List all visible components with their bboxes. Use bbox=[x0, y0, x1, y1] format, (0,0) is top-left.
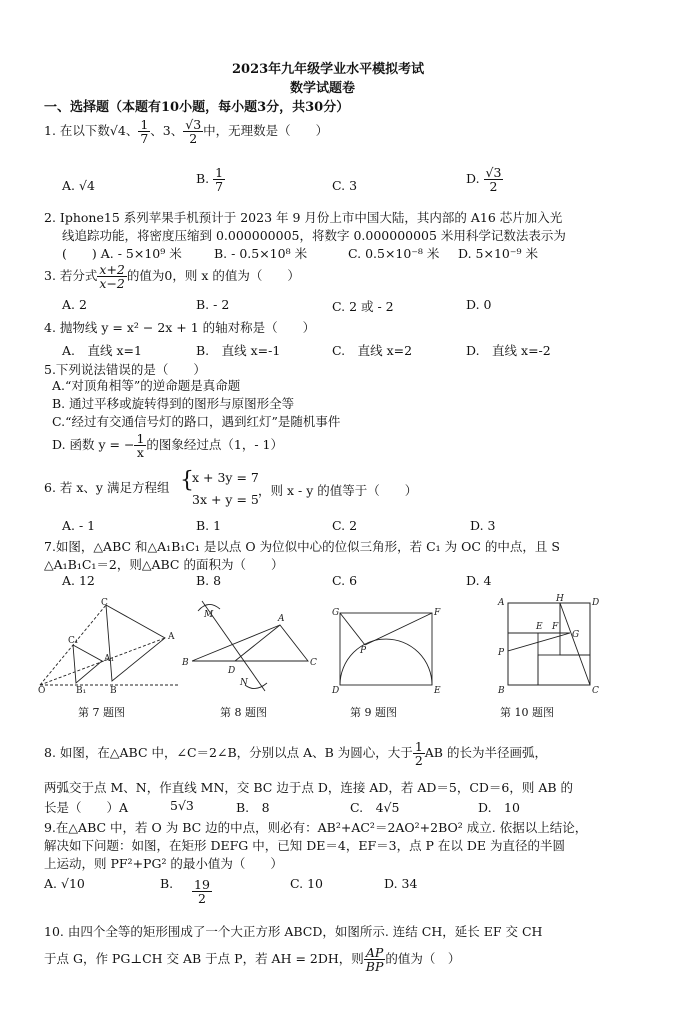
fig9-label-d: D bbox=[332, 686, 340, 696]
question-3: 3. 若分式 $\frac{x+2}{x-2}$ 的值为0，则 x 的值为（ ） bbox=[44, 262, 300, 292]
figure-7 bbox=[40, 605, 180, 685]
q1-option-a: A. √4 bbox=[62, 178, 95, 193]
q5-option-a: A.“对顶角相等”的逆命题是真命题 bbox=[52, 378, 241, 393]
q7-option-b: B. 8 bbox=[196, 573, 222, 588]
exam-title: 2023年九年级学业水平模拟考试 bbox=[232, 62, 425, 77]
q8-option-d: D. 10 bbox=[478, 800, 520, 815]
sqrt4-term: √4 bbox=[109, 123, 126, 139]
q1-option-c: C. 3 bbox=[332, 178, 358, 193]
question-2-line2: 线追踪功能，将密度压缩到 0.000000005，将数字 0.000000005 米用科学记数法表示为 bbox=[62, 228, 566, 243]
question-9-line2: 解决如下问题：如图，在矩形 DEFG 中，已知 DE＝4，EF＝3，点 P 在以 DE 为直径的半圆 bbox=[44, 838, 566, 853]
caption-fig9: 第 9 题图 bbox=[350, 706, 397, 719]
q9-option-b-fraction: $\frac{19}{2}$ bbox=[194, 877, 210, 907]
fig9-label-e: E bbox=[434, 686, 441, 696]
question-8-line2: 两弧交于点 M、N，作直线 MN，交 BC 边于点 D，连接 AD，若 AD＝5，CD＝6，则 AB 的 bbox=[44, 780, 574, 795]
q6-option-a: A. - 1 bbox=[62, 518, 96, 533]
q7-option-d: D. 4 bbox=[466, 573, 492, 588]
figures-row bbox=[40, 593, 650, 723]
fig8-label-d: D bbox=[228, 666, 236, 676]
q4-option-a: A. 直线 x=1 bbox=[62, 343, 142, 358]
question-1: 1. 在以下数√4、 $\frac{1}{7}$ 、3、 $\frac{√3}{2}$ 中，无理数是（ ） bbox=[44, 117, 329, 147]
question-9-line1: 9.在△ABC 中，若 O 为 BC 边的中点，则必有：AB²+AC²＝2AO²+2BO² 成立. 依据以上结论， bbox=[44, 820, 588, 835]
q1-option-b: B. $\frac{1}{7}$ bbox=[196, 165, 224, 195]
question-8-line1: 8. 如图，在△ABC 中，∠C＝2∠B，分别以点 A、B 为圆心，大于 $\frac{1}{2}$ AB 的长为半径画弧， bbox=[44, 739, 547, 769]
fraction-root3-2: $\frac{√3}{2}$ bbox=[185, 117, 202, 147]
q9-option-c: C. 10 bbox=[290, 876, 323, 891]
fig10-label-e: E bbox=[536, 622, 543, 632]
q9-option-a: A. √10 bbox=[44, 876, 85, 891]
question-7-line2: △A₁B₁C₁＝2，则△ABC 的面积为（ ） bbox=[44, 557, 284, 572]
question-10-line1: 10. 由四个全等的矩形围成了一个大正方形 ABCD，如图所示. 连结 CH，延长 EF 交 CH bbox=[44, 924, 543, 939]
question-10-line2: 于点 G，作 PG⊥CH 交 AB 于点 P，若 AH = 2DH，则 $\frac{AP}{BP}$ 的值为（ ） bbox=[44, 945, 461, 975]
fig7-label-a1: A₁ bbox=[104, 654, 115, 664]
fig7-label-b1: B₁ bbox=[76, 686, 87, 696]
q3-option-b: B. - 2 bbox=[196, 297, 230, 312]
q6-option-b: B. 1 bbox=[196, 518, 222, 533]
q8-option-c: C. 4√5 bbox=[350, 800, 400, 815]
fig8-label-b: B bbox=[182, 658, 189, 668]
brace: { bbox=[180, 468, 194, 493]
question-9-line3: 上运动，则 PF²+PG² 的最小值为（ ） bbox=[44, 856, 283, 871]
q4-option-c: C. 直线 x=2 bbox=[332, 343, 413, 358]
fig9-label-f: F bbox=[434, 608, 441, 618]
q5-option-b: B. 通过平移或旋转得到的图形与原图形全等 bbox=[52, 396, 295, 411]
question-5: 5.下列说法错误的是（ ） bbox=[44, 362, 206, 377]
fig9-label-g: G bbox=[332, 608, 340, 618]
fig7-label-b: B bbox=[110, 686, 117, 696]
fig8-label-c: C bbox=[310, 658, 317, 668]
figure-10 bbox=[508, 603, 590, 685]
q6-option-c: C. 2 bbox=[332, 518, 358, 533]
figure-9 bbox=[340, 613, 432, 685]
q3-option-a: A. 2 bbox=[62, 297, 87, 312]
q2-option-d: D. 5×10⁻⁹ 米 bbox=[458, 246, 538, 261]
fig8-label-n: N bbox=[240, 678, 248, 688]
q4-option-d: D. 直线 x=-2 bbox=[466, 343, 551, 358]
fig10-label-h: H bbox=[556, 594, 564, 604]
section-heading: 一、选择题（本题有10小题，每小题3分，共30分） bbox=[44, 100, 350, 115]
fig7-label-c1: C₁ bbox=[68, 636, 79, 646]
q2-option-a: ( ) A. - 5×10⁹ 米 bbox=[62, 246, 182, 261]
exam-subtitle: 数学试题卷 bbox=[290, 81, 356, 96]
question-6-pre: 6. 若 x、y 满足方程组 bbox=[44, 480, 170, 495]
q7-option-c: C. 6 bbox=[332, 573, 358, 588]
q9-option-b-label: B. bbox=[160, 876, 174, 891]
q6-option-d: D. 3 bbox=[470, 518, 496, 533]
q8-option-b: B. 8 bbox=[236, 800, 270, 815]
caption-fig8: 第 8 题图 bbox=[220, 706, 267, 719]
fig10-label-p: P bbox=[498, 648, 505, 658]
fig7-label-o: O bbox=[38, 686, 46, 696]
caption-fig7: 第 7 题图 bbox=[78, 706, 125, 719]
q9-option-d: D. 34 bbox=[384, 876, 418, 891]
question-4: 4. 抛物线 y = x² − 2x + 1 的轴对称是（ ） bbox=[44, 320, 316, 335]
caption-fig10: 第 10 题图 bbox=[500, 706, 554, 719]
fig7-label-a: A bbox=[168, 632, 175, 642]
q5-option-d: D. 函数 y = − $\frac{1}{x}$ 的图象经过点（1，- 1） bbox=[52, 431, 284, 461]
q2-option-b: B. - 0.5×10⁸ 米 bbox=[214, 246, 308, 261]
fig8-label-m: M bbox=[204, 610, 214, 620]
q5-option-c: C.“经过有交通信号灯的路口，遇到红灯”是随机事件 bbox=[52, 414, 341, 429]
q6-equation-2: 3x + y = 5 bbox=[192, 492, 259, 507]
fig7-label-c: C bbox=[101, 598, 108, 608]
q8-option-a: 5√3 bbox=[170, 798, 194, 813]
fig8-label-a: A bbox=[278, 614, 285, 624]
fig10-label-f: F bbox=[552, 622, 559, 632]
q6-equation-1: x + 3y = 7 bbox=[192, 470, 259, 485]
question-6-post: ，则 x - y 的值等于（ ） bbox=[258, 483, 418, 498]
fig10-label-d: D bbox=[592, 598, 600, 608]
q1-option-d: D. $\frac{√3}{2}$ bbox=[466, 165, 502, 195]
question-7-line1: 7.如图，△ABC 和△A₁B₁C₁ 是以点 O 为位似中心的位似三角形，若 C₁ 为 OC 的中点，且 S bbox=[44, 539, 560, 554]
fraction-1-7: $\frac{1}{7}$ bbox=[140, 117, 149, 147]
q4-option-b: B. 直线 x=-1 bbox=[196, 343, 281, 358]
fig9-label-p: P bbox=[360, 646, 367, 656]
question-8-line3: 长是（ ）A bbox=[44, 800, 129, 815]
q7-option-a: A. 12 bbox=[62, 573, 95, 588]
q3-option-c: C. 2 或 - 2 bbox=[332, 299, 394, 314]
fig10-label-a: A bbox=[498, 598, 505, 608]
q3-option-d: D. 0 bbox=[466, 297, 492, 312]
fig10-label-b: B bbox=[498, 686, 505, 696]
fig10-label-c: C bbox=[592, 686, 599, 696]
question-2-line1: 2. Iphone15 系列苹果手机预计于 2023 年 9 月份上市中国大陆，其内部的 A16 芯片加入光 bbox=[44, 210, 563, 225]
q2-option-c: C. 0.5×10⁻⁸ 米 bbox=[348, 246, 440, 261]
fig10-label-g: G bbox=[572, 630, 580, 640]
